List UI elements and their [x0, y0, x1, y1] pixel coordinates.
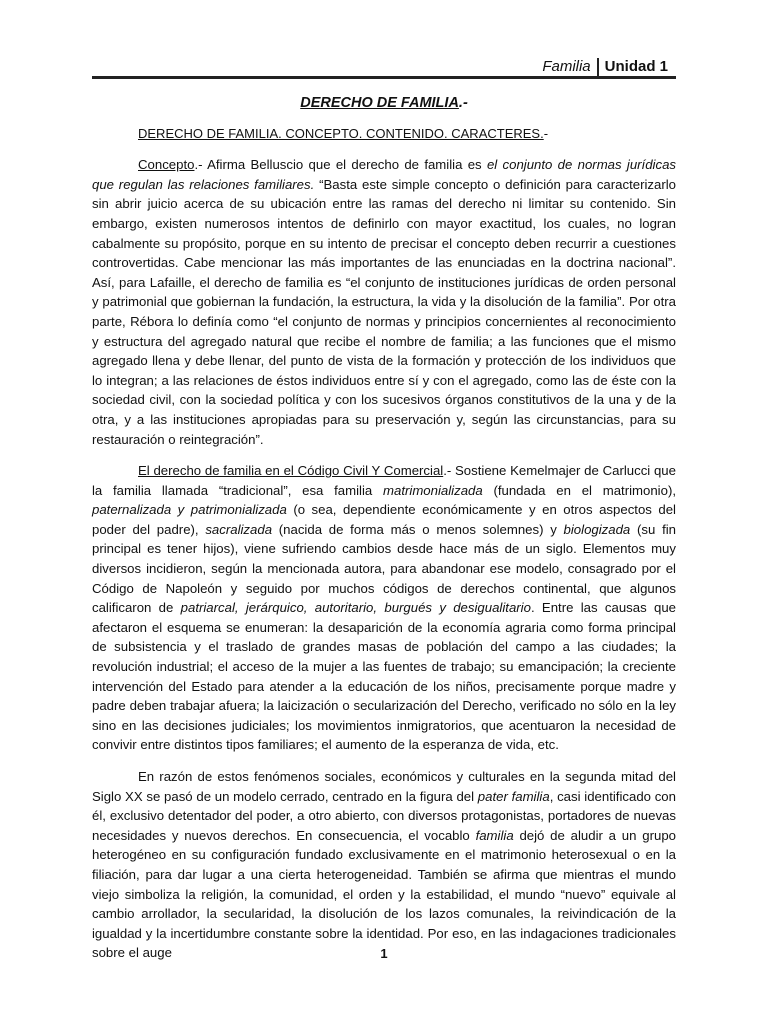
paragraph-codigo-civil — [92, 461, 676, 755]
paragraph-text: .- Sostiene Kemelmajer de Carlucci que la familia llamada “tradicional”, esa familia — [92, 463, 676, 498]
header-labels — [542, 56, 668, 75]
paragraph-text: (fundada en el matrimonio), — [482, 482, 676, 498]
header-separator — [597, 58, 599, 77]
paragraph-text: . Entre las causas que afectaron el esquema se enumeran: la desaparición de la economía agraria como forma principal de subsistencia y el traslado de grandes masas de población del campo a las ciudades; la revolución industrial; el acceso de la mujer a las fuentes de trabajo; su emancipación; la creciente intervención del Estado para atender a la educación de los niños, precisamente porque madre y padre deben trabajar afuera; la laicización o secularización del Derecho, verificado no sólo en la ley sino en las decisiones judiciales; los movimientos inmigratorios, que acentuaron la necesidad de convivir entre distintos tipos familiares; el aumento de la esperanza de vida, etc. — [92, 600, 676, 753]
paragraph-italic: el conjunto de normas jurídicas que regulan las relaciones familiares. — [92, 157, 677, 192]
paragraph-italic: pater familia — [477, 788, 550, 804]
paragraph-siglo-xx — [92, 767, 676, 963]
paragraph-text: “Basta este simple concepto o definición para caracterizarlo sin abrir juicio acerca de su ubicación entre las ramas del derecho ni limitar su contenido. Sin embargo, existen numerosos intentos de definirlo con mayor exactitud, los cuales, no logran cabalmente su propósito, porque en su intento de precisar el concepto deben recurrir a cuestiones controvertidas. Cabe mencionar las más importantes de las enunciadas en la doctrina nacional”. Así, para Lafaille, el derecho de familia es “el conjunto de instituciones jurídicas de orden personal y patrimonial que gobiernan la fundación, la estructura, la vida y la disolución de la familia”. Por otra parte, Rébora lo definía como “el conjunto de normas y principios concernientes al reconocimiento y estructura del agregado natural que recibe el nombre de familia; a las funciones que el mismo agregado llena y debe llenar, del punto de vista de la formación y protección de los individuos que lo integran; a las relaciones de éstos individuos entre sí y con el agregado, como las de éste con la sociedad civil, con la sociedad política y con los sucesivos órganos constitutivos de la una y de la otra, y a las instituciones apropiadas para su preservación y, según las circunstancias, para su restauración o reintegración”. — [92, 176, 676, 447]
paragraph-italic: matrimonializada — [383, 482, 483, 498]
page-header — [92, 52, 676, 79]
paragraph-text: (nacida de forma más o menos solemnes) y — [272, 521, 564, 537]
document-title-text: DERECHO DE FAMILIA — [300, 95, 459, 111]
section-subtitle-suffix: - — [543, 125, 549, 141]
document-title-suffix: .- — [458, 95, 468, 111]
paragraph-text: .- Afirma Belluscio que el derecho de familia es — [194, 157, 487, 173]
paragraph-italic: sacralizada — [205, 521, 273, 537]
paragraph-text: dejó de aludir a un grupo heterogéneo en su configuración fundado exclusivamente en el matrimonio heterosexual o en la filiación, para dar lugar a una cierta heterogeneidad. También se afirma que mientras el mundo viejo simboliza la religión, la comunidad, el orden y la estabilidad, el mundo “nuevo” equivale al cambio arrollador, la secularidad, la disolución de los lazos comunales, la reivindicación de la igualdad y la incertidumbre constante sobre la identidad. Por eso, en las indagaciones tradicionales sobre el auge — [92, 827, 676, 961]
paragraph-text: (su fin principal es tener hijos), viene sufriendo cambios desde hace más de un siglo. Elementos muy diversos incidieron, según la mencionada autora, para abandonar ese modelo, consagrado por el Código de Napoleón y seguido por muchos códigos de derechos continental, que algunos calificaron de — [92, 521, 676, 616]
paragraph-text: En razón de estos fenómenos sociales, económicos y culturales en la segunda mitad del Siglo XX se pasó de un modelo cerrado, centrado en la figura del — [92, 769, 676, 804]
paragraph-text: (o sea, dependiente económicamente y en otros aspectos del poder del padre), — [92, 502, 676, 537]
paragraph-italic: paternalizada y patrimonializada — [92, 502, 287, 518]
paragraph-heading-codigo-civil: El derecho de familia en el Código Civil Y Comercial — [138, 463, 444, 479]
section-subtitle — [92, 124, 676, 144]
paragraph-heading-concepto: Concepto — [138, 157, 195, 173]
paragraph-text: , casi identificado con él, exclusivo detentador del poder, a otro abierto, con diversos protagonistas, portadores de nuevas necesidades y nuevos derechos. En consecuencia, el vocablo — [92, 788, 676, 843]
header-unit: Unidad 1 — [604, 58, 668, 75]
paragraph-italic: patriarcal, jerárquico, autoritario, burgués y desigualitario — [180, 600, 531, 616]
paragraph-concepto — [92, 155, 676, 449]
document-body — [92, 92, 676, 963]
section-subtitle-text: DERECHO DE FAMILIA. CONCEPTO. CONTENIDO. CARACTERES. — [138, 125, 544, 141]
paragraph-italic: biologizada — [563, 521, 631, 537]
document-title — [92, 94, 676, 114]
header-section: Familia — [542, 58, 591, 75]
page-number: 1 — [380, 946, 388, 961]
paragraph-italic: familia — [475, 827, 514, 843]
